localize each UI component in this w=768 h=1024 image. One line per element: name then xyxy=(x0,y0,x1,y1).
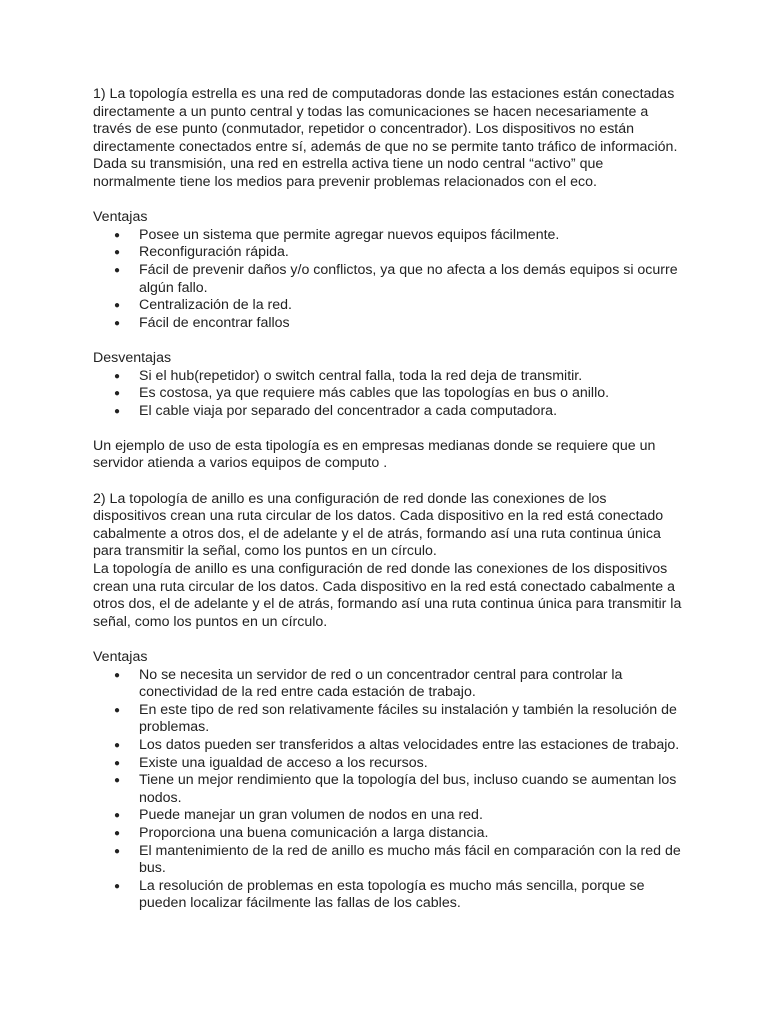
list-item: ● Si el hub(repetidor) o switch central falla, toda la red deja de transmitir. xyxy=(93,368,683,386)
document-page xyxy=(93,86,683,913)
ring-advantages-heading: Ventajas xyxy=(93,649,148,665)
list-item: ● Existe una igualdad de acceso a los recursos. xyxy=(93,755,683,773)
list-item: ● En este tipo de red son relativamente fáciles su instalación y también la resolución de problemas. xyxy=(93,702,683,737)
ring-advantages-list xyxy=(93,667,683,913)
spacer xyxy=(93,192,683,210)
list-item: ● El cable viaja por separado del concentrador a cada computadora. xyxy=(93,403,683,421)
list-item: ● Los datos pueden ser transferidos a altas velocidades entre las estaciones de trabajo. xyxy=(93,737,683,755)
spacer xyxy=(93,332,683,350)
star-advantages-list xyxy=(93,227,683,333)
spacer xyxy=(93,420,683,438)
list-item: ● Puede manejar un gran volumen de nodos en una red. xyxy=(93,807,683,825)
star-disadvantages-list xyxy=(93,368,683,421)
paragraph-ring-topology-repeat: La topología de anillo es una configuración de red donde las conexiones de los dispositivos crean una ruta circular de los datos. Cada dispositivo en la red está conectado cabalmente a otros dos, el de adelante y el de atrás, formando así una ruta continua única para transmitir la señal, como los puntos en un círculo. xyxy=(93,561,682,630)
paragraph-example: Un ejemplo de uso de esta tipología es en empresas medianas donde se requiere que un servidor atienda a varios equipos de computo . xyxy=(93,437,656,472)
list-item: ● Proporciona una buena comunicación a larga distancia. xyxy=(93,825,683,843)
spacer xyxy=(93,631,683,649)
star-advantages-heading: Ventajas xyxy=(93,209,148,226)
list-item: ● Reconfiguración rápida. xyxy=(93,244,683,262)
list-item: ● Es costosa, ya que requiere más cables que las topologías en bus o anillo. xyxy=(93,385,683,403)
list-item: ● No se necesita un servidor de red o un concentrador central para controlar la conectividad de la red entre cada estación de trabajo. xyxy=(93,667,683,702)
paragraph-star-topology: 1) La topología estrella es una red de computadoras donde las estaciones están conectadas directamente a un punto central y todas las comunicaciones se hacen necesariamente a través de ese punto (conmutador, repetidor o concentrador). Los dispositivos no están directamente conectados entre sí, además de que no se permite tanto tráfico de información. Dada su transmisión, una red en estrella activa tiene un nodo central “activo” que normalmente tiene los medios para prevenir problemas relacionados con el eco. xyxy=(93,86,678,190)
list-item: ● Fácil de prevenir daños y/o conflictos, ya que no afecta a los demás equipos si ocurre algún fallo. xyxy=(93,262,683,297)
list-item: ● Centralización de la red. xyxy=(93,297,683,315)
list-item: ● Fácil de encontrar fallos xyxy=(93,315,683,333)
list-item: ● El mantenimiento de la red de anillo es mucho más fácil en comparación con la red de bus. xyxy=(93,843,683,878)
list-item: ● Tiene un mejor rendimiento que la topología del bus, incluso cuando se aumentan los nodos. xyxy=(93,772,683,807)
list-item: ● La resolución de problemas en esta topología es mucho más sencilla, porque se pueden localizar fácilmente las fallas de los cables. xyxy=(93,878,683,913)
star-disadvantages-heading: Desventajas xyxy=(93,349,172,366)
paragraph-ring-topology: 2) La topología de anillo es una configuración de red donde las conexiones de los dispositivos crean una ruta circular de los datos. Cada dispositivo en la red está conectado cabalmente a otros dos, el de adelante y el de atrás, formando así una ruta continua única para transmitir la señal, como los puntos en un círculo. xyxy=(93,490,664,560)
list-item: ● Posee un sistema que permite agregar nuevos equipos fácilmente. xyxy=(93,227,683,245)
spacer xyxy=(93,473,683,491)
